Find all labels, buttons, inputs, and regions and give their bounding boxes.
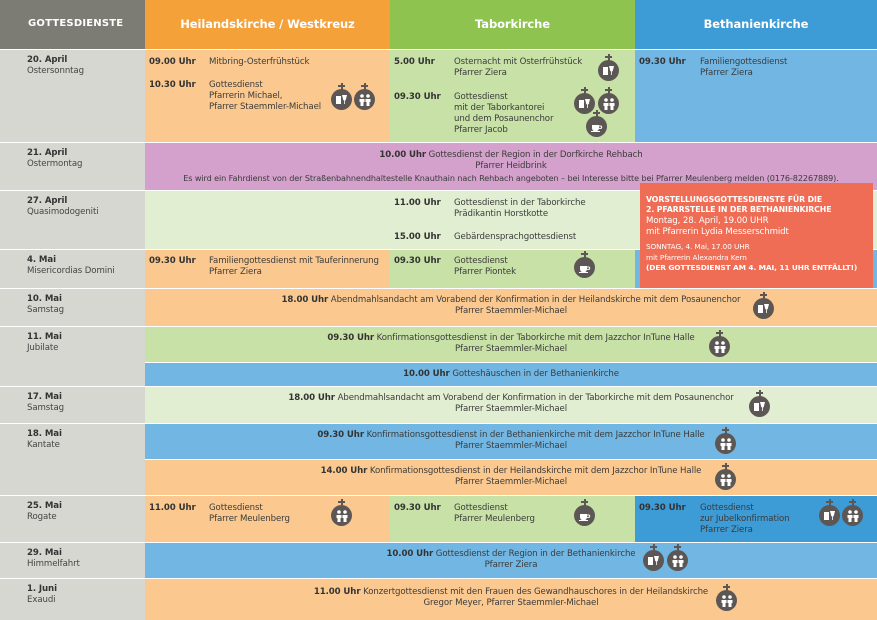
event-time: 11.00 Uhr [394, 198, 441, 208]
row-17-mai [0, 386, 877, 423]
cell-heiland [145, 250, 390, 288]
cell-heiland [145, 50, 390, 142]
day-date: 10. Mai [27, 294, 62, 304]
day-date: 25. Mai [27, 501, 62, 511]
event-desc: 10.00 Uhr Gotteshäuschen in der Bethanienkirche [403, 369, 619, 379]
children-icon [331, 500, 353, 526]
day-cell [0, 191, 145, 249]
event-time: 09.00 Uhr [149, 57, 196, 67]
children-icon [716, 585, 738, 611]
row-exaudi [0, 578, 877, 620]
cell-tabor [390, 191, 635, 249]
event-desc: 18.00 Uhr Abendmahlsandacht am Vorabend der Konfirmation in der Heilandskirche mit dem Posaunenchor [281, 295, 741, 305]
row-jubilate [0, 326, 877, 386]
event-desc: Familiengottesdienst mit Tauferinnerung Pfarrer Ziera [209, 256, 379, 277]
day-date: 4. Mai [27, 255, 56, 265]
day-cell [0, 387, 145, 423]
day-name: Samstag [27, 305, 64, 315]
day-name: Exaudi [27, 595, 56, 605]
day-name: Jubilate [27, 343, 59, 353]
children-icon [715, 428, 737, 454]
announcement-pastor: mit Pfarrerin Alexandra Kern [646, 252, 747, 262]
announcement-title: VORSTELLUNGSGOTTESDIENSTE FÜR DIE [646, 195, 823, 204]
event-desc: Gebärdensprachgottesdienst [454, 232, 577, 242]
event-pastor: Pfarrer Staemmler-Michael [454, 404, 568, 414]
event-pastor: Pfarrer Staemmler-Michael [454, 441, 568, 451]
day-cell [0, 327, 145, 386]
event-desc: Mitbring-Osterfrühstück [209, 57, 310, 67]
day-date: 20. April [27, 55, 68, 65]
coffee-icon [586, 111, 608, 137]
announcement-box [640, 183, 873, 288]
event-time: 15.00 Uhr [394, 232, 441, 242]
day-cell [0, 579, 145, 620]
cell-tabor [390, 50, 635, 142]
row-rogate [0, 495, 877, 542]
cell-tabor [390, 496, 635, 542]
day-name: Ostersonntag [27, 66, 84, 76]
event-desc: 09.30 Uhr Konfirmationsgottesdienst in der Bethanienkirche mit dem Jazzchor InTune Halle [317, 430, 705, 440]
event-desc: Osternacht mit Osterfrühstück Pfarrer Ziera [454, 57, 583, 78]
day-cell [0, 143, 145, 190]
day-name: Samstag [27, 403, 64, 413]
communion-icon [331, 84, 353, 110]
event-time: 09.30 Uhr [394, 92, 441, 102]
event-note: Es wird ein Fahrdienst von der Straßenbahnendhaltestelle Knauthain nach Rehbach angeboten – bei Interesse bitte bei Pfarrer Meulenberg melden (0176-82267889). [183, 173, 839, 183]
header-taborkirche: Taborkirche [390, 0, 635, 49]
event-time: 09.30 Uhr [639, 57, 686, 67]
cell-tabor [390, 250, 635, 288]
event-desc: 18.00 Uhr Abendmahlsandacht am Vorabend der Konfirmation in der Taborkirche mit dem Posaunenchor [288, 393, 734, 403]
communion-icon [819, 500, 841, 526]
event-pastor: Pfarrer Ziera [484, 560, 538, 570]
event-desc: 14.00 Uhr Konfirmationsgottesdienst in der Heilandskirche mit dem Jazzchor InTune Halle [320, 466, 702, 476]
event-desc: Gottesdienst Pfarrerin Michael, Pfarrer Staemmler-Michael [209, 80, 322, 112]
header-services: GOTTESDIENSTE [0, 0, 145, 49]
header-heilandskirche: Heilandskirche / Westkreuz [145, 0, 390, 49]
event-desc: Gottesdienst Pfarrer Meulenberg [454, 503, 535, 524]
communion-icon [753, 293, 775, 319]
day-date: 11. Mai [27, 332, 62, 342]
day-name: Himmelfahrt [27, 559, 80, 569]
cell-heiland [145, 191, 390, 249]
announcement-date: SONNTAG, 4. Mai, 17.00 UHR [646, 242, 750, 252]
row-kantate [0, 423, 877, 495]
cell-bethanien [635, 496, 877, 542]
announcement-date: Montag, 28. April, 19.00 UHR [646, 215, 769, 226]
announcement-note: (DER GOTTESDIENST AM 4. MAI, 11 UHR ENTFÄLLT!) [646, 262, 858, 272]
children-icon [709, 331, 731, 357]
row-10-mai [0, 288, 877, 326]
event-desc: Gottesdienst mit der Taborkantorei und dem Posaunenchor Pfarrer Jacob [454, 92, 554, 135]
event-desc: Gottesdienst in der Taborkirche Prädikantin Horstkotte [454, 198, 586, 219]
announcement-pastor: mit Pfarrerin Lydia Messerschmidt [646, 226, 789, 237]
children-icon [354, 84, 376, 110]
row-himmelfahrt [0, 542, 877, 578]
event-desc: Gottesdienst Pfarrer Piontek [454, 256, 516, 277]
announcement-title: 2. PFARRSTELLE IN DER BETHANIENKIRCHE [646, 205, 832, 215]
day-date: 17. Mai [27, 392, 62, 402]
day-name: Kantate [27, 440, 60, 450]
event-time: 09.30 Uhr [394, 503, 441, 513]
event-time: 09.30 Uhr [639, 503, 686, 513]
event-desc: 10.00 Uhr Gottesdienst der Region in der Bethanienkirche [386, 549, 636, 559]
cell-bethanien [635, 50, 877, 142]
event-pastor: Pfarrer Heidbrink [475, 161, 547, 171]
day-name: Rogate [27, 512, 57, 522]
event-time: 10.30 Uhr [149, 80, 196, 90]
event-desc: 09.30 Uhr Konfirmationsgottesdienst in der Taborkirche mit dem Jazzchor InTune Halle [327, 333, 695, 343]
day-cell [0, 424, 145, 495]
cell-heiland [145, 496, 390, 542]
day-date: 21. April [27, 148, 68, 158]
event-desc: Gottesdienst zur Jubelkonfirmation Pfarrer Ziera [700, 503, 790, 535]
day-date: 29. Mai [27, 548, 62, 558]
day-cell [0, 289, 145, 326]
event-time: 5.00 Uhr [394, 57, 435, 67]
event-pastor: Gregor Meyer, Pfarrer Staemmler-Michael [423, 598, 599, 608]
event-desc: 10.00 Uhr Gottesdienst der Region in der Dorfkirche Rehbach [379, 150, 643, 160]
day-cell [0, 250, 145, 288]
row-ostersonntag [0, 49, 877, 142]
event-desc: Gottesdienst Pfarrer Meulenberg [209, 503, 290, 524]
day-name: Misericordias Domini [27, 266, 115, 276]
communion-icon [598, 55, 620, 81]
event-pastor: Pfarrer Staemmler-Michael [454, 306, 568, 316]
day-date: 1. Juni [27, 584, 57, 594]
children-icon [715, 464, 737, 490]
event-desc: 11.00 Uhr Konzertgottesdienst mit den Frauen des Gewandhauschores in der Heilandskirche [313, 587, 709, 597]
day-date: 27. April [27, 196, 68, 206]
event-time: 09.30 Uhr [149, 256, 196, 266]
event-desc: Familiengottesdienst Pfarrer Ziera [700, 57, 788, 78]
day-date: 18. Mai [27, 429, 62, 439]
children-icon [842, 500, 864, 526]
header-bethanienkirche: Bethanienkirche [635, 0, 877, 49]
day-name: Quasimodogeniti [27, 207, 99, 217]
event-pastor: Pfarrer Staemmler-Michael [454, 344, 568, 354]
children-icon [667, 545, 689, 571]
day-cell [0, 496, 145, 542]
communion-icon [643, 545, 665, 571]
day-name: Ostermontag [27, 159, 83, 169]
event-time: 11.00 Uhr [149, 503, 196, 513]
day-cell [0, 543, 145, 578]
event-pastor: Pfarrer Staemmler-Michael [454, 477, 568, 487]
coffee-icon [574, 500, 596, 526]
communion-icon [749, 391, 771, 417]
event-time: 09.30 Uhr [394, 256, 441, 266]
day-cell [0, 50, 145, 142]
coffee-icon [574, 252, 596, 278]
